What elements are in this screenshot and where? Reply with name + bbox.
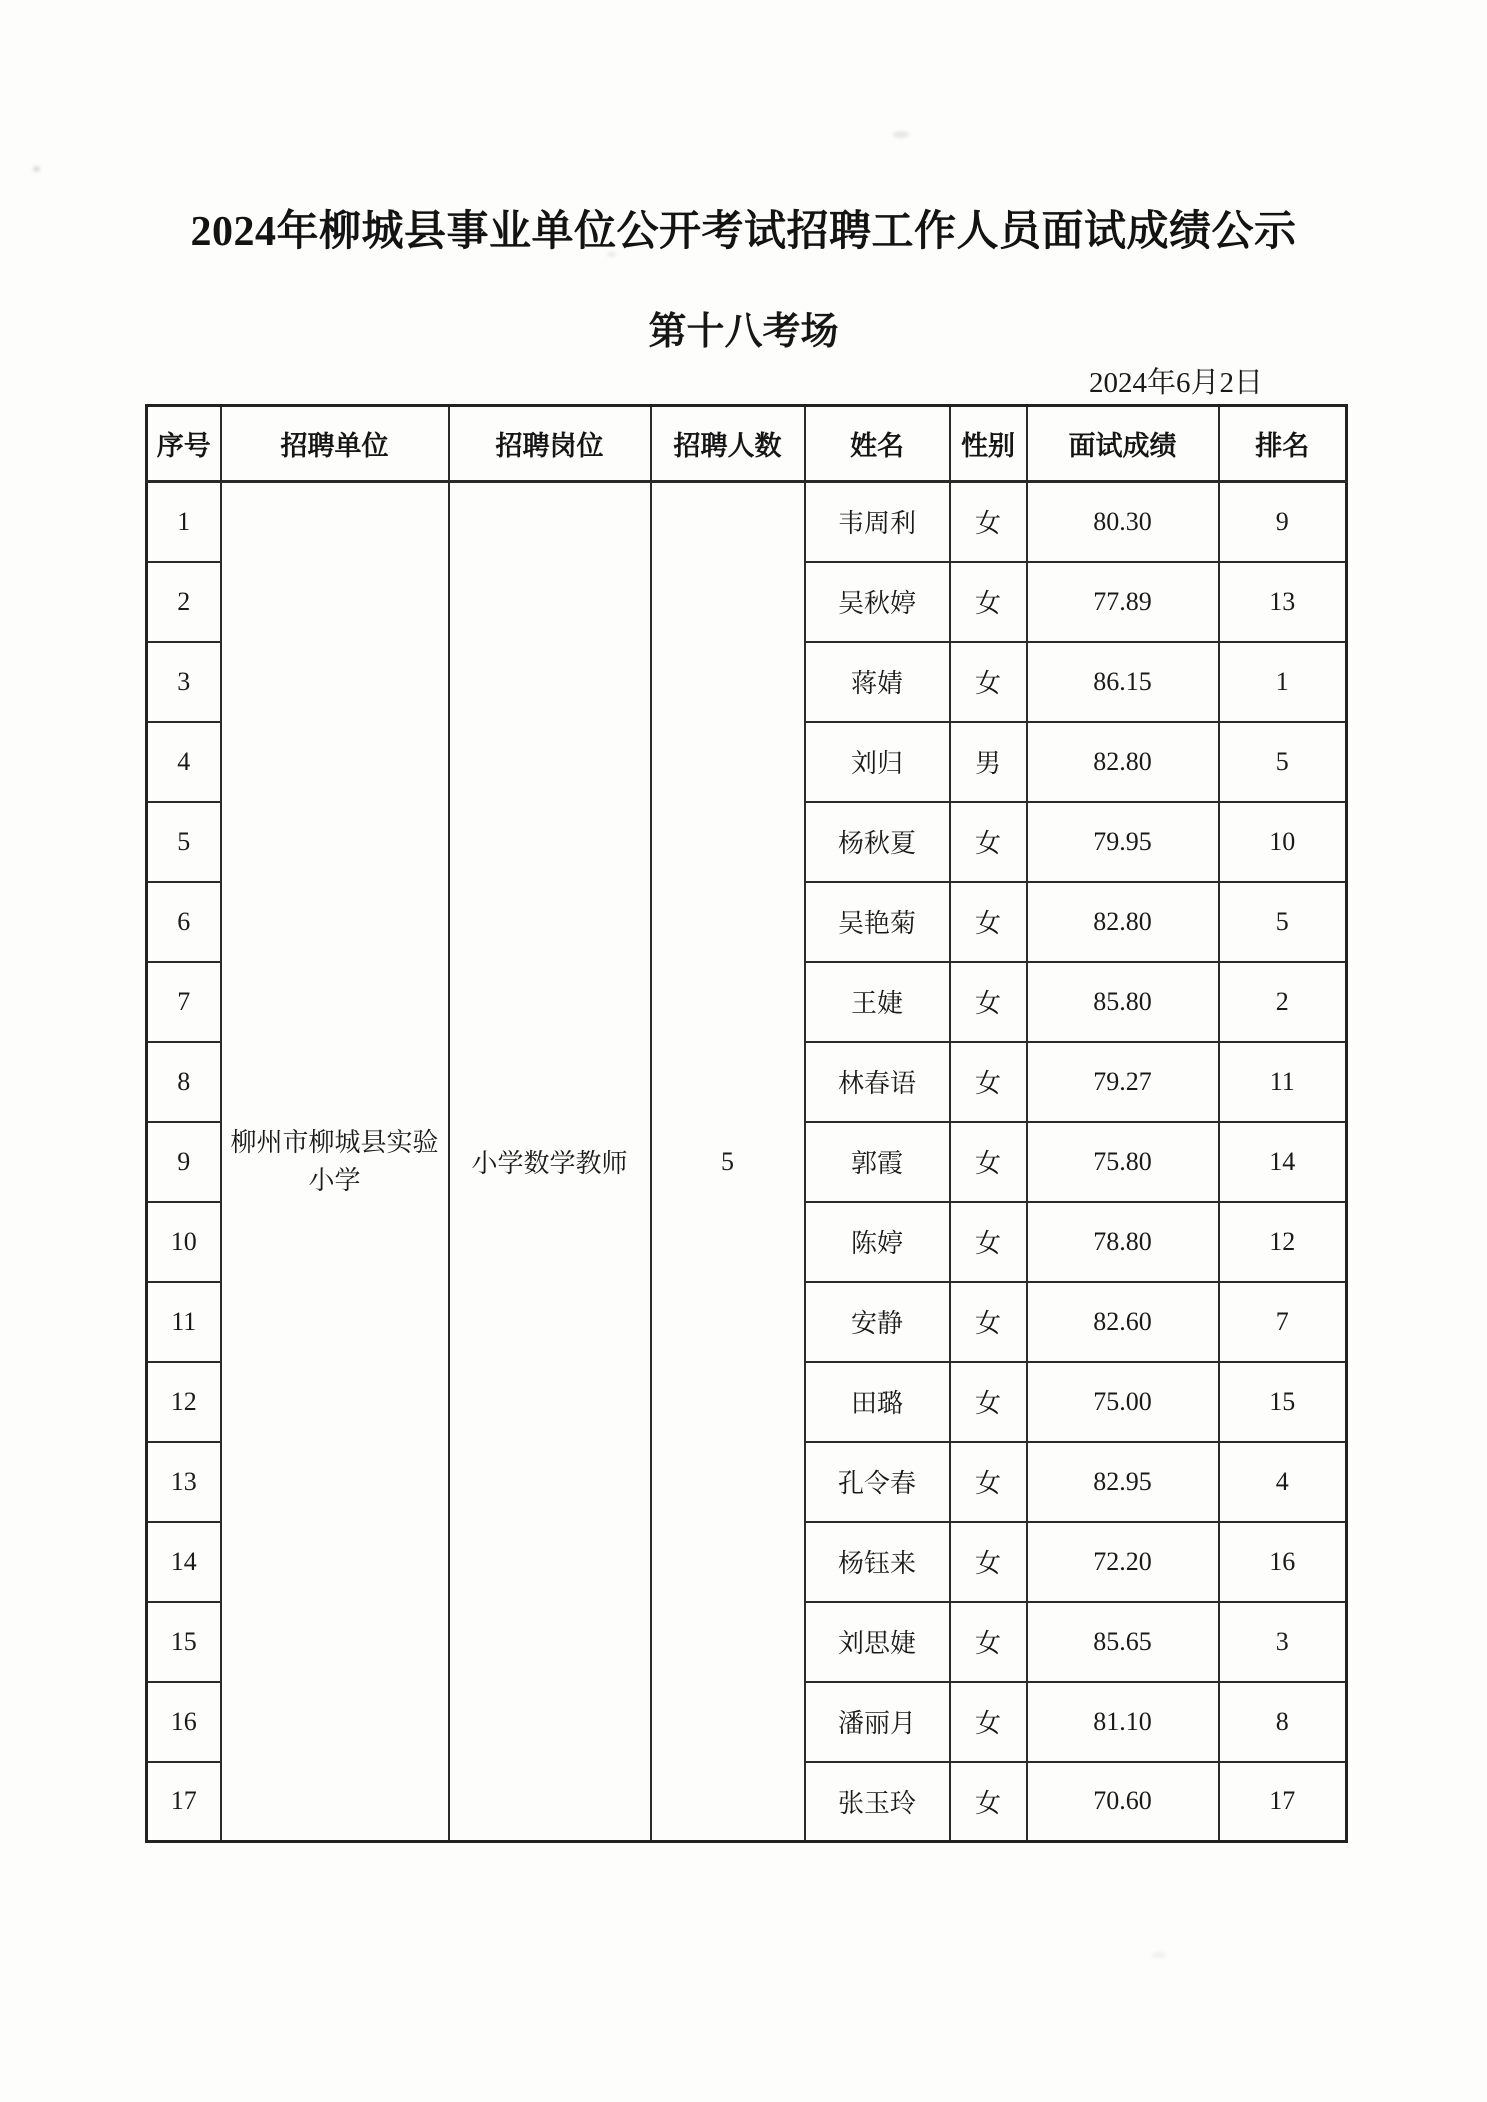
cell-name: 杨秋夏 bbox=[805, 802, 950, 882]
document-date: 2024年6月2日 bbox=[1088, 367, 1263, 399]
page-subtitle: 第十八考场 bbox=[648, 311, 839, 353]
cell-score: 82.60 bbox=[1027, 1282, 1219, 1362]
cell-sex: 女 bbox=[950, 1682, 1027, 1762]
cell-sex: 女 bbox=[950, 1602, 1027, 1682]
cell-name: 蒋婧 bbox=[805, 642, 950, 722]
cell-rank: 8 bbox=[1219, 1682, 1347, 1762]
cell-rank: 2 bbox=[1219, 962, 1347, 1042]
cell-rank: 13 bbox=[1219, 562, 1347, 642]
cell-seq: 8 bbox=[147, 1042, 221, 1122]
cell-seq: 15 bbox=[147, 1602, 221, 1682]
cell-seq: 7 bbox=[147, 962, 221, 1042]
cell-score: 80.30 bbox=[1027, 482, 1219, 562]
cell-seq: 9 bbox=[147, 1122, 221, 1202]
cell-rank: 11 bbox=[1219, 1042, 1347, 1122]
cell-name: 刘思婕 bbox=[805, 1602, 950, 1682]
cell-sex: 女 bbox=[950, 1362, 1027, 1442]
cell-name: 张玉玲 bbox=[805, 1762, 950, 1842]
cell-seq: 2 bbox=[147, 562, 221, 642]
cell-seq: 5 bbox=[147, 802, 221, 882]
cell-name: 潘丽月 bbox=[805, 1682, 950, 1762]
cell-rank: 4 bbox=[1219, 1442, 1347, 1522]
cell-sex: 女 bbox=[950, 562, 1027, 642]
cell-score: 86.15 bbox=[1027, 642, 1219, 722]
cell-sex: 女 bbox=[950, 1122, 1027, 1202]
col-header-post: 招聘岗位 bbox=[449, 406, 651, 482]
cell-rank: 12 bbox=[1219, 1202, 1347, 1282]
cell-sex: 女 bbox=[950, 1442, 1027, 1522]
scan-noise bbox=[33, 166, 40, 172]
cell-rank: 1 bbox=[1219, 642, 1347, 722]
cell-sex: 女 bbox=[950, 1762, 1027, 1842]
cell-recruit-unit: 柳州市柳城县实验小学 bbox=[221, 482, 449, 1842]
cell-score: 75.00 bbox=[1027, 1362, 1219, 1442]
cell-rank: 9 bbox=[1219, 482, 1347, 562]
cell-seq: 6 bbox=[147, 882, 221, 962]
cell-sex: 女 bbox=[950, 1202, 1027, 1282]
table-header bbox=[147, 406, 1347, 482]
cell-sex: 女 bbox=[950, 642, 1027, 722]
cell-score: 70.60 bbox=[1027, 1762, 1219, 1842]
cell-score: 77.89 bbox=[1027, 562, 1219, 642]
cell-seq: 3 bbox=[147, 642, 221, 722]
cell-seq: 10 bbox=[147, 1202, 221, 1282]
cell-score: 85.80 bbox=[1027, 962, 1219, 1042]
cell-rank: 7 bbox=[1219, 1282, 1347, 1362]
cell-score: 82.95 bbox=[1027, 1442, 1219, 1522]
cell-score: 75.80 bbox=[1027, 1122, 1219, 1202]
cell-score: 78.80 bbox=[1027, 1202, 1219, 1282]
cell-name: 刘归 bbox=[805, 722, 950, 802]
cell-seq: 13 bbox=[147, 1442, 221, 1522]
cell-name: 田璐 bbox=[805, 1362, 950, 1442]
cell-recruit-count: 5 bbox=[651, 482, 805, 1842]
col-header-score: 面试成绩 bbox=[1027, 406, 1219, 482]
cell-seq: 16 bbox=[147, 1682, 221, 1762]
col-header-count: 招聘人数 bbox=[651, 406, 805, 482]
cell-score: 82.80 bbox=[1027, 722, 1219, 802]
col-header-rank: 排名 bbox=[1219, 406, 1347, 482]
cell-rank: 5 bbox=[1219, 722, 1347, 802]
cell-score: 85.65 bbox=[1027, 1602, 1219, 1682]
cell-seq: 12 bbox=[147, 1362, 221, 1442]
cell-name: 杨钰来 bbox=[805, 1522, 950, 1602]
cell-sex: 男 bbox=[950, 722, 1027, 802]
cell-seq: 17 bbox=[147, 1762, 221, 1842]
cell-sex: 女 bbox=[950, 1282, 1027, 1362]
cell-rank: 14 bbox=[1219, 1122, 1347, 1202]
cell-rank: 3 bbox=[1219, 1602, 1347, 1682]
cell-sex: 女 bbox=[950, 962, 1027, 1042]
col-header-sex: 性别 bbox=[950, 406, 1027, 482]
header-row bbox=[147, 406, 1347, 482]
scan-noise bbox=[1152, 1952, 1166, 1958]
cell-sex: 女 bbox=[950, 882, 1027, 962]
cell-rank: 15 bbox=[1219, 1362, 1347, 1442]
cell-name: 王婕 bbox=[805, 962, 950, 1042]
cell-recruit-post: 小学数学教师 bbox=[449, 482, 651, 1842]
cell-name: 安静 bbox=[805, 1282, 950, 1362]
cell-name: 吴艳菊 bbox=[805, 882, 950, 962]
cell-score: 81.10 bbox=[1027, 1682, 1219, 1762]
cell-name: 韦周利 bbox=[805, 482, 950, 562]
cell-rank: 10 bbox=[1219, 802, 1347, 882]
cell-score: 79.27 bbox=[1027, 1042, 1219, 1122]
cell-rank: 5 bbox=[1219, 882, 1347, 962]
cell-seq: 14 bbox=[147, 1522, 221, 1602]
col-header-seq: 序号 bbox=[147, 406, 221, 482]
cell-score: 79.95 bbox=[1027, 802, 1219, 882]
cell-sex: 女 bbox=[950, 802, 1027, 882]
cell-score: 82.80 bbox=[1027, 882, 1219, 962]
cell-name: 郭霞 bbox=[805, 1122, 950, 1202]
table-row bbox=[147, 482, 1347, 562]
cell-seq: 11 bbox=[147, 1282, 221, 1362]
cell-sex: 女 bbox=[950, 1042, 1027, 1122]
cell-rank: 17 bbox=[1219, 1762, 1347, 1842]
page-title: 2024年柳城县事业单位公开考试招聘工作人员面试成绩公示 bbox=[190, 209, 1297, 255]
cell-name: 陈婷 bbox=[805, 1202, 950, 1282]
col-header-unit: 招聘单位 bbox=[221, 406, 449, 482]
cell-name: 孔令春 bbox=[805, 1442, 950, 1522]
scan-noise bbox=[893, 131, 909, 138]
cell-name: 吴秋婷 bbox=[805, 562, 950, 642]
cell-score: 72.20 bbox=[1027, 1522, 1219, 1602]
cell-sex: 女 bbox=[950, 1522, 1027, 1602]
results-table bbox=[145, 404, 1348, 1843]
cell-seq: 4 bbox=[147, 722, 221, 802]
cell-rank: 16 bbox=[1219, 1522, 1347, 1602]
table-body bbox=[147, 482, 1347, 1842]
cell-name: 林春语 bbox=[805, 1042, 950, 1122]
cell-sex: 女 bbox=[950, 482, 1027, 562]
cell-seq: 1 bbox=[147, 482, 221, 562]
col-header-name: 姓名 bbox=[805, 406, 950, 482]
